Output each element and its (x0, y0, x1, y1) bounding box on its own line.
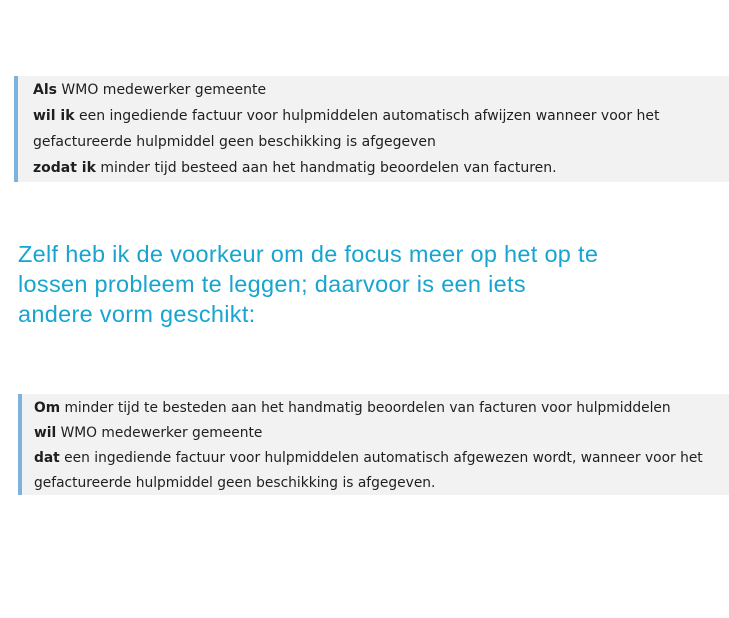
outcome-text: een ingediende factuur voor hulpmiddelen automatisch afgewezen wordt, wanneer voor het (59, 450, 703, 466)
commentary-line-3: andere vorm geschikt: (18, 301, 256, 327)
user-story-box-original (14, 76, 729, 182)
keyword-als: Als (33, 82, 57, 98)
story-line-goal (34, 396, 729, 421)
goal-text: minder tijd te besteden aan het handmatig beoordelen van facturen voor hulpmiddelen (60, 400, 671, 416)
keyword-wil: wil (34, 425, 57, 441)
commentary-line-2: lossen probleem te leggen; daarvoor is een iets (18, 271, 526, 297)
want-text: een ingediende factuur voor hulpmiddelen automatisch afwijzen wanneer voor het (74, 108, 660, 124)
user-story-box-alternative (18, 394, 729, 495)
story-line-outcome (34, 446, 729, 471)
keyword-om: Om (34, 400, 61, 416)
role-text: WMO medewerker gemeente (56, 82, 267, 98)
story-line-benefit (33, 155, 729, 181)
story-line-actor (34, 421, 729, 446)
keyword-zodat-ik: zodat ik (33, 160, 96, 176)
story-line-outcome-continued: gefactureerde hulpmiddel geen beschikking is afgegeven. (34, 475, 436, 491)
story-line-want-continued: gefactureerde hulpmiddel geen beschikking is afgegeven (33, 134, 436, 150)
keyword-dat: dat (34, 450, 60, 466)
commentary-paragraph (18, 239, 718, 329)
story-line-role (33, 77, 729, 103)
keyword-wil-ik: wil ik (33, 108, 75, 124)
benefit-text: minder tijd besteed aan het handmatig beoordelen van facturen. (95, 160, 557, 176)
actor-text: WMO medewerker gemeente (56, 425, 263, 441)
story-line-want (33, 103, 729, 129)
commentary-line-1: Zelf heb ik de voorkeur om de focus meer op het op te (18, 241, 599, 267)
